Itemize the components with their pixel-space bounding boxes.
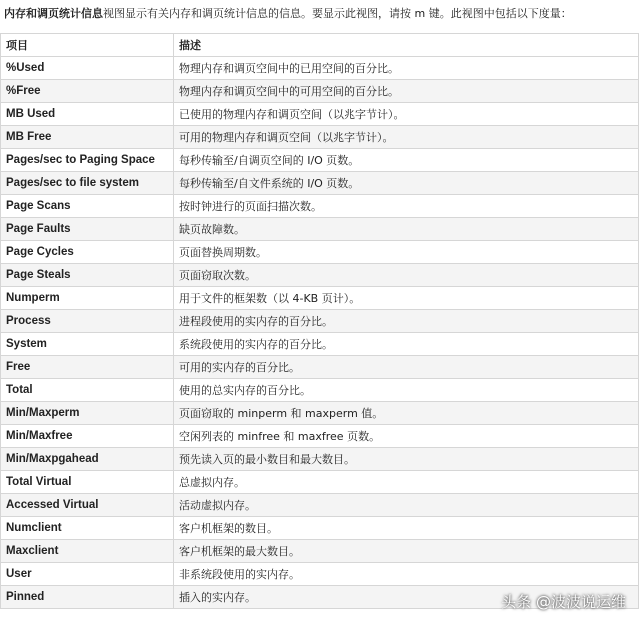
metric-description: 进程段使用的实内存的百分比。 <box>174 310 639 333</box>
column-header-item: 项目 <box>1 34 174 57</box>
table-row <box>1 333 639 356</box>
metric-name: User <box>1 563 174 586</box>
metrics-table <box>0 33 639 609</box>
metric-name: Maxclient <box>1 540 174 563</box>
intro-bold-term: 内存和调页统计信息 <box>4 7 103 20</box>
table-row <box>1 126 639 149</box>
metric-description: 预先读入页的最小数目和最大数目。 <box>174 448 639 471</box>
table-row <box>1 356 639 379</box>
metric-description: 页面窃取的 minperm 和 maxperm 值。 <box>174 402 639 425</box>
table-row <box>1 287 639 310</box>
metric-description: 页面窃取次数。 <box>174 264 639 287</box>
table-row <box>1 195 639 218</box>
metric-name: Pinned <box>1 586 174 609</box>
table-row <box>1 264 639 287</box>
table-row <box>1 149 639 172</box>
table-row <box>1 218 639 241</box>
table-row <box>1 379 639 402</box>
metric-name: MB Used <box>1 103 174 126</box>
table-row <box>1 310 639 333</box>
watermark: 头条 @波波说运维 <box>501 593 626 611</box>
metric-name: Page Scans <box>1 195 174 218</box>
metric-description: 按时钟进行的页面扫描次数。 <box>174 195 639 218</box>
table-row <box>1 563 639 586</box>
metric-description: 客户机框架的最大数目。 <box>174 540 639 563</box>
metric-name: System <box>1 333 174 356</box>
metric-name: Page Faults <box>1 218 174 241</box>
metric-description: 缺页故障数。 <box>174 218 639 241</box>
table-row <box>1 57 639 80</box>
table-row <box>1 448 639 471</box>
metric-description: 系统段使用的实内存的百分比。 <box>174 333 639 356</box>
metric-description: 使用的总实内存的百分比。 <box>174 379 639 402</box>
table-row <box>1 540 639 563</box>
metric-description: 可用的物理内存和调页空间（以兆字节计）。 <box>174 126 639 149</box>
metric-description: 用于文件的框架数（以 4-KB 页计）。 <box>174 287 639 310</box>
metric-description: 物理内存和调页空间中的可用空间的百分比。 <box>174 80 639 103</box>
table-row <box>1 402 639 425</box>
metric-description: 每秒传输至/自文件系统的 I/O 页数。 <box>174 172 639 195</box>
column-header-description: 描述 <box>174 34 639 57</box>
metric-name: Free <box>1 356 174 379</box>
table-row <box>1 103 639 126</box>
table-row <box>1 494 639 517</box>
metric-description: 总虚拟内存。 <box>174 471 639 494</box>
table-row <box>1 241 639 264</box>
table-row <box>1 471 639 494</box>
table-body <box>1 57 639 609</box>
metric-name: Accessed Virtual <box>1 494 174 517</box>
table-row <box>1 80 639 103</box>
metric-description: 客户机框架的数目。 <box>174 517 639 540</box>
metric-description: 每秒传输至/自调页空间的 I/O 页数。 <box>174 149 639 172</box>
metric-name: Total Virtual <box>1 471 174 494</box>
metric-description: 空闲列表的 minfree 和 maxfree 页数。 <box>174 425 639 448</box>
metric-description: 物理内存和调页空间中的已用空间的百分比。 <box>174 57 639 80</box>
metric-description: 非系统段使用的实内存。 <box>174 563 639 586</box>
metric-name: Process <box>1 310 174 333</box>
table-header-row <box>1 34 639 57</box>
metric-name: Pages/sec to Paging Space <box>1 149 174 172</box>
metric-description: 已使用的物理内存和调页空间（以兆字节计）。 <box>174 103 639 126</box>
metric-description: 可用的实内存的百分比。 <box>174 356 639 379</box>
metric-name: Page Cycles <box>1 241 174 264</box>
table-row <box>1 172 639 195</box>
table-row <box>1 517 639 540</box>
metric-name: Numclient <box>1 517 174 540</box>
metric-description: 插入的实内存。 <box>174 586 639 609</box>
intro-text: 视图显示有关内存和调页统计信息的信息。要显示此视图，请按 m 键。此视图中包括以下度量： <box>103 7 572 20</box>
metric-name: Total <box>1 379 174 402</box>
metric-description: 活动虚拟内存。 <box>174 494 639 517</box>
metric-name: Numperm <box>1 287 174 310</box>
metric-name: %Used <box>1 57 174 80</box>
metric-name: MB Free <box>1 126 174 149</box>
table-row <box>1 425 639 448</box>
metric-name: Min/Maxperm <box>1 402 174 425</box>
metric-name: Pages/sec to file system <box>1 172 174 195</box>
metric-name: Page Steals <box>1 264 174 287</box>
metric-name: Min/Maxpgahead <box>1 448 174 471</box>
metric-name: %Free <box>1 80 174 103</box>
metric-description: 页面替换周期数。 <box>174 241 639 264</box>
metric-name: Min/Maxfree <box>1 425 174 448</box>
intro-paragraph <box>4 6 636 22</box>
